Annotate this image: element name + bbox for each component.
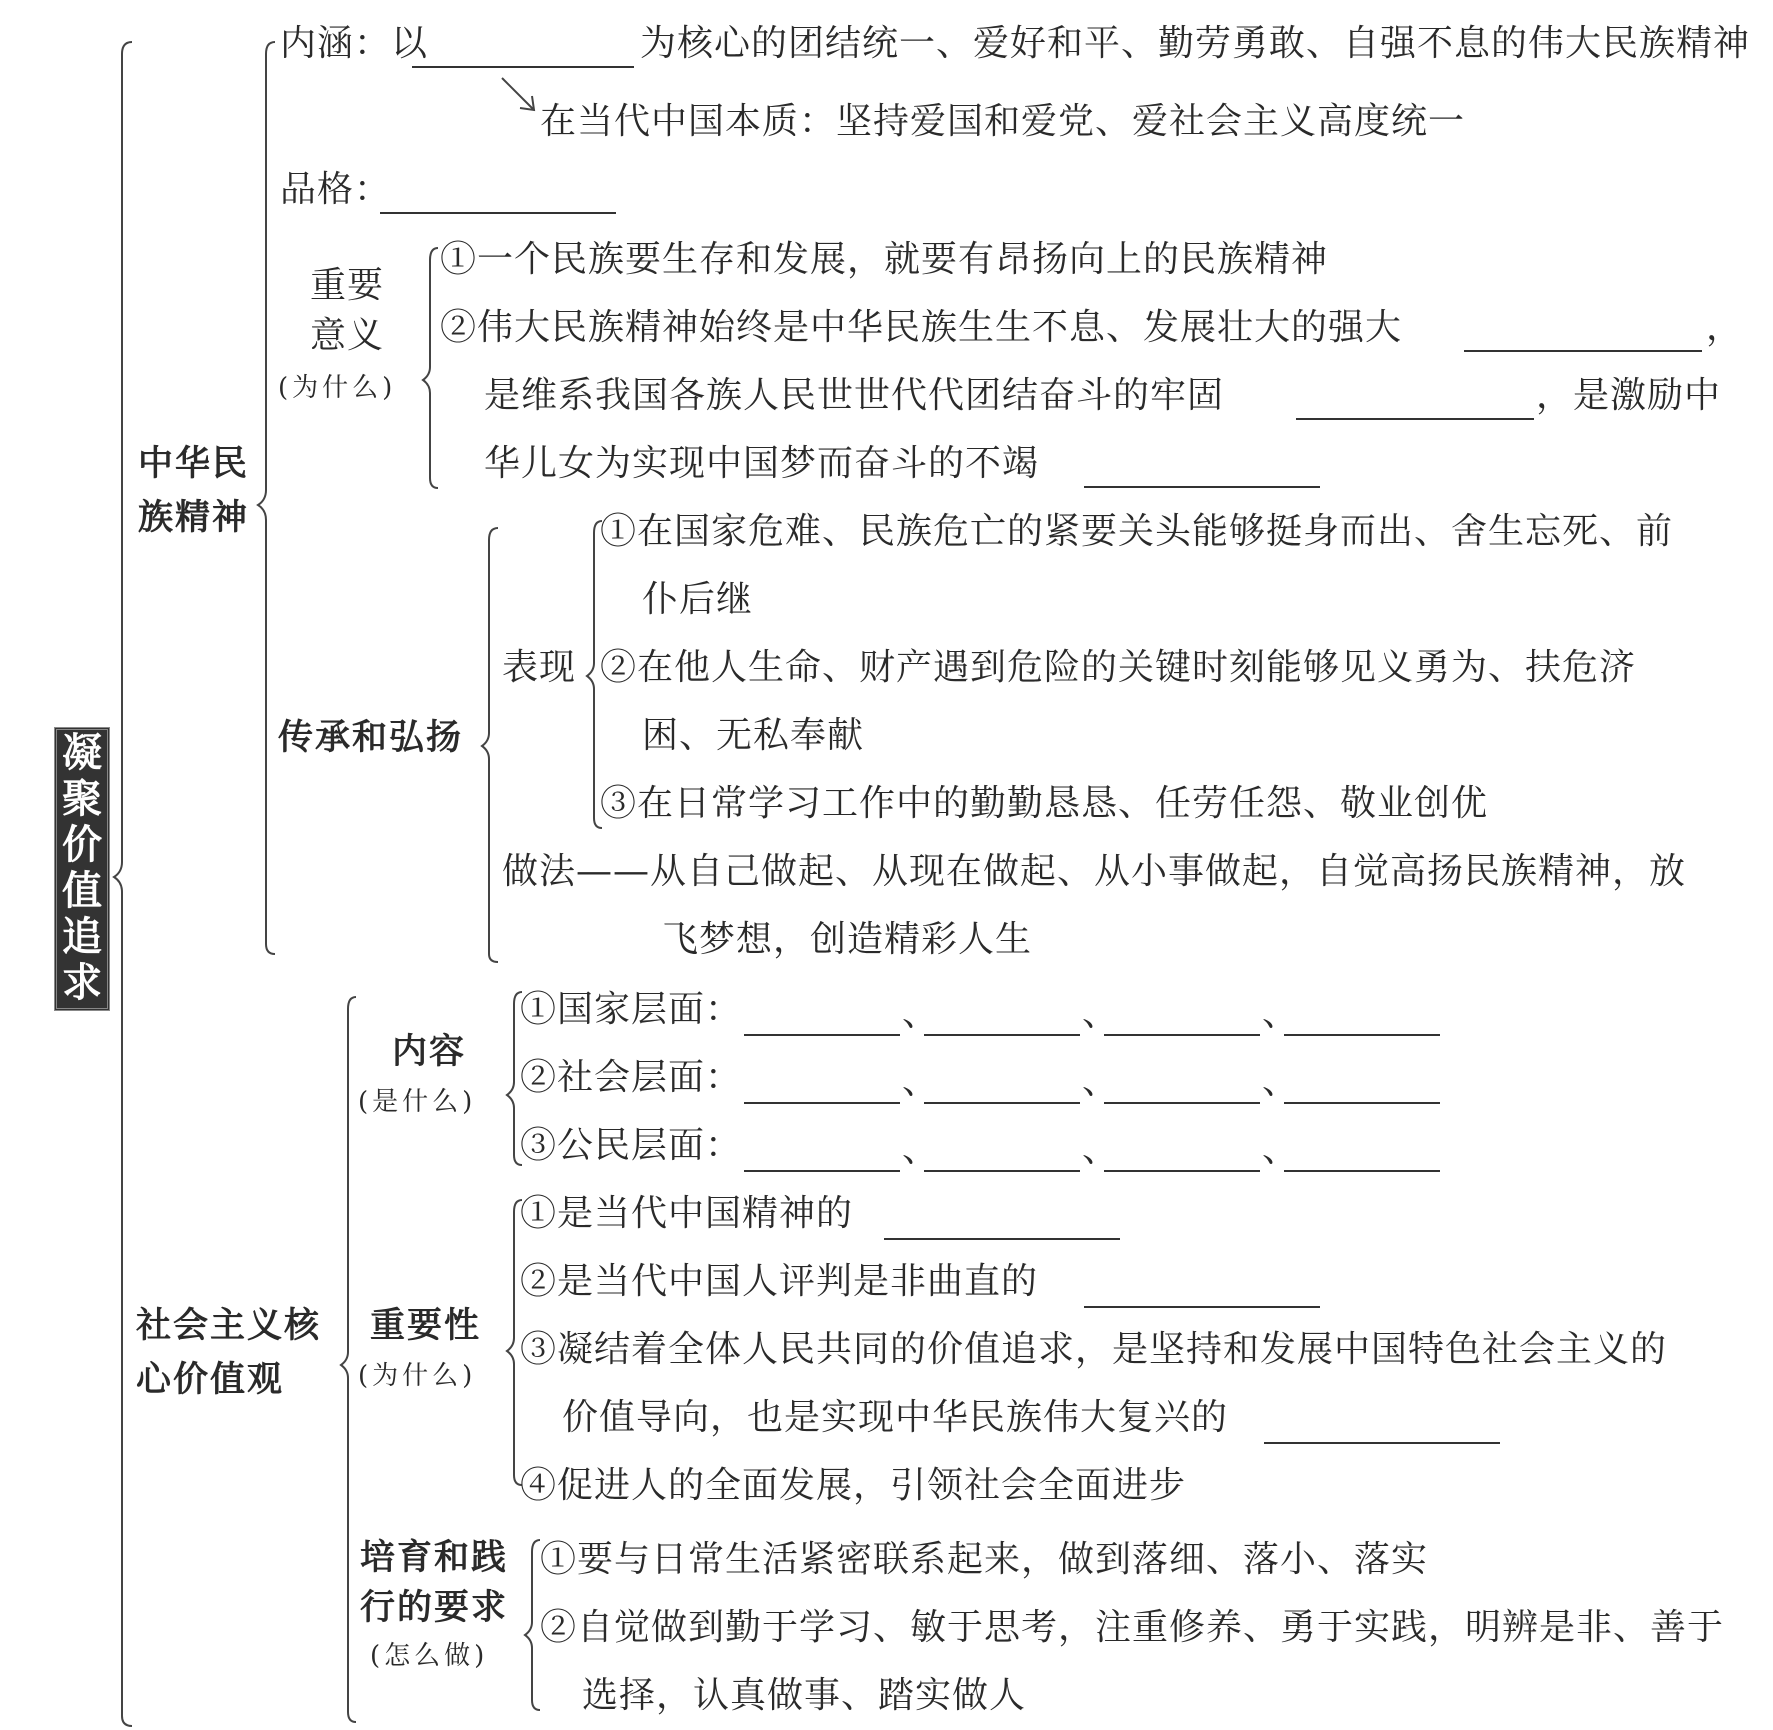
sig-2c: 华儿女为实现中国梦而奋斗的不竭 [484, 443, 1040, 484]
significance-question: (为什么) [278, 373, 397, 403]
values-bracket [341, 997, 356, 1722]
practice-bracket [525, 1540, 540, 1710]
title-char: 凝 [62, 730, 102, 776]
title-char: 价 [62, 822, 102, 868]
neihan-suffix: 为核心的团结统一、爱好和平、勤劳勇敢、自强不息的伟大民族精神 [640, 23, 1751, 64]
importance-4: ④促进人的全面发展，引领社会全面进步 [520, 1465, 1187, 1506]
title-char: 值 [62, 868, 102, 914]
sep: 、 [902, 1061, 940, 1102]
practice-2b: 选择，认真做事、踏实做人 [582, 1675, 1027, 1716]
blank-sig-2b [1296, 418, 1534, 420]
practice-label-1: 培育和践 [360, 1538, 509, 1578]
blank-sig-2c [1084, 486, 1320, 488]
sep: 、 [1262, 1129, 1300, 1170]
sig-2a: ②伟大民族精神始终是中华民族生生不息、发展壮大的强大 [440, 307, 1403, 348]
practice-1: ①要与日常生活紧密联系起来，做到落细、落小、落实 [540, 1539, 1429, 1580]
content-3: ③公民层面： [520, 1125, 743, 1166]
blank-c1-1 [744, 1034, 900, 1036]
importance-1: ①是当代中国精神的 [520, 1193, 854, 1234]
importance-question: (为什么) [358, 1361, 477, 1391]
inherit-bracket [482, 528, 498, 962]
content-2: ②社会层面： [520, 1057, 743, 1098]
main-bracket [114, 42, 132, 1726]
blank-c3-3 [1104, 1170, 1260, 1172]
significance-label-2: 意义 [310, 315, 385, 356]
content-label: 内容 [392, 1032, 467, 1072]
sig-2b: 是维系我国各族人民世世代代团结奋斗的牢固 [484, 375, 1225, 416]
values-heading-line2: 心价值观 [136, 1360, 285, 1400]
significance-bracket [423, 248, 438, 488]
blank-i3 [1264, 1442, 1500, 1444]
sig-2a-end: ， [1706, 307, 1744, 348]
biaoxian-label: 表现 [502, 647, 577, 688]
blank-c2-4 [1284, 1102, 1440, 1104]
bx-2b: 困、无私奉献 [642, 715, 865, 756]
bx-1b: 仆后继 [642, 579, 754, 620]
values-heading-line1: 社会主义核 [136, 1306, 322, 1346]
sep: 、 [1262, 1061, 1300, 1102]
spirit-bracket [258, 42, 275, 954]
blank-pinge [380, 212, 616, 214]
bx-2a: ②在他人生命、财产遇到危险的关键时刻能够见义勇为、扶危济 [600, 647, 1637, 688]
bx-1a: ①在国家危难、民族危亡的紧要关头能够挺身而出、舍生忘死、前 [600, 511, 1674, 552]
practice-label-2: 行的要求 [360, 1588, 509, 1628]
sep: 、 [902, 993, 940, 1034]
sep: 、 [902, 1129, 940, 1170]
blank-i1 [884, 1238, 1120, 1240]
blank-c1-3 [1104, 1034, 1260, 1036]
significance-label-1: 重要 [310, 265, 385, 306]
essence-arrow-shaft [502, 78, 534, 110]
sig-2b-end: ，是激励中 [1536, 375, 1722, 416]
importance-label: 重要性 [370, 1306, 482, 1346]
essence-text: 在当代中国本质：坚持爱国和爱党、爱社会主义高度统一 [540, 101, 1466, 142]
zuofa-a: 做法——从自己做起、从现在做起、从小事做起，自觉高扬民族精神，放 [502, 851, 1687, 892]
blank-sig-2a [1464, 350, 1702, 352]
title-char: 求 [62, 960, 102, 1006]
blank-c3-2 [924, 1170, 1080, 1172]
blank-c2-2 [924, 1102, 1080, 1104]
sep: 、 [1082, 993, 1120, 1034]
blank-c3-4 [1284, 1170, 1440, 1172]
spirit-heading-line2: 族精神 [138, 498, 250, 538]
bx-3: ③在日常学习工作中的勤勤恳恳、任劳任怨、敬业创优 [600, 783, 1489, 824]
title-char: 聚 [62, 776, 102, 822]
blank-c2-3 [1104, 1102, 1260, 1104]
blank-c3-1 [744, 1170, 900, 1172]
importance-3a: ③凝结着全体人民共同的价值追求，是坚持和发展中国特色社会主义的 [520, 1329, 1668, 1370]
importance-2: ②是当代中国人评判是非曲直的 [520, 1261, 1039, 1302]
zuofa-b: 飞梦想，创造精彩人生 [662, 919, 1033, 960]
inherit-label: 传承和弘扬 [278, 718, 464, 758]
practice-question: (怎么做) [370, 1641, 489, 1671]
practice-2a: ②自觉做到勤于学习、敏于思考，注重修养、勇于实践，明辨是非、善于 [540, 1607, 1725, 1648]
sig-1: ①一个民族要生存和发展，就要有昂扬向上的民族精神 [440, 239, 1329, 280]
spirit-heading-line1: 中华民 [138, 444, 250, 484]
blank-c1-4 [1284, 1034, 1440, 1036]
sep: 、 [1082, 1061, 1120, 1102]
sep: 、 [1082, 1129, 1120, 1170]
blank-c2-1 [744, 1102, 900, 1104]
title-char: 追 [62, 914, 102, 960]
sep: 、 [1262, 993, 1300, 1034]
pinge-label: 品格： [280, 169, 392, 210]
importance-3b: 价值导向，也是实现中华民族伟大复兴的 [562, 1397, 1229, 1438]
blank-c1-2 [924, 1034, 1080, 1036]
main-title-box [54, 727, 110, 1011]
blank-i2 [1084, 1306, 1320, 1308]
neihan-prefix: 内涵：以 [280, 23, 429, 64]
content-question: (是什么) [358, 1087, 477, 1117]
content-1: ①国家层面： [520, 989, 743, 1030]
blank-neihan [412, 66, 634, 68]
